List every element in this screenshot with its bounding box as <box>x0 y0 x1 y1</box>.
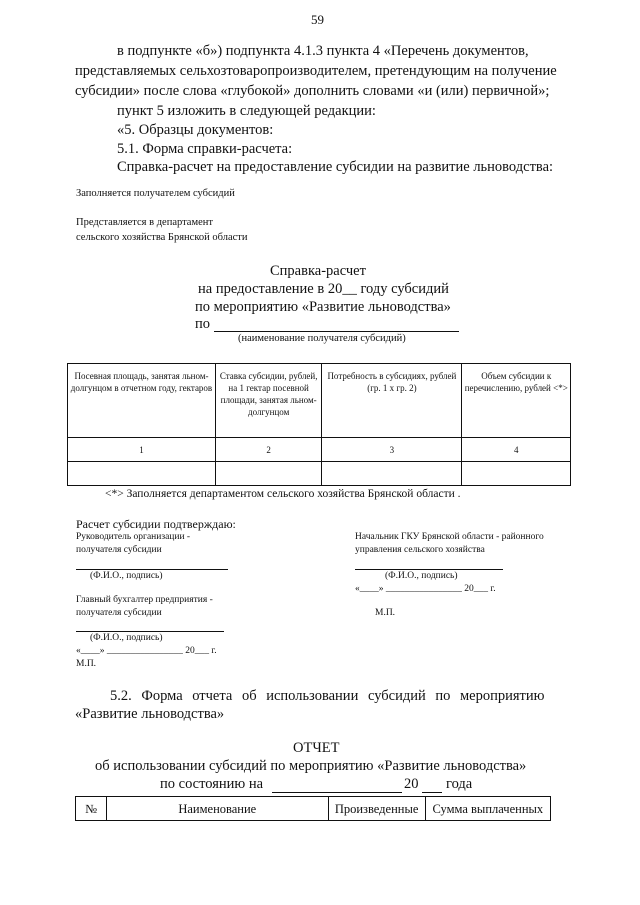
footnote: <*> Заполняется департаментом сельского хозяйства Брянской области . <box>105 488 461 500</box>
intro-line-3: субсидии» после слова «глубокой» дополнить словами «и (или) первичной»; <box>75 83 550 99</box>
table-header-rate: Ставка субсидии, рублей, на 1 гектар посевной площади, занятая льном-долгунцом <box>215 364 321 438</box>
submitted-to-note-1: Представляется в департамент <box>76 217 213 228</box>
report-title: ОТЧЕТ <box>293 740 340 756</box>
report-year-suffix: года <box>446 776 473 792</box>
left-head-2: получателя субсидии <box>76 545 162 555</box>
form-title: Справка-расчет <box>270 263 366 279</box>
subsidy-calc-table <box>67 363 571 486</box>
left-head-1: Руководитель организации - <box>76 532 191 542</box>
table-empty-cell <box>322 462 462 486</box>
intro-line-2: представляемых сельхозтоваропроизводителем, претендующим на получение <box>75 63 557 79</box>
recipient-blank-line <box>214 331 459 332</box>
filled-by-note: Заполняется получателем субсидий <box>76 188 235 199</box>
submitted-to-note-2: сельского хозяйства Брянской области <box>76 232 248 243</box>
table-col-number: 2 <box>215 438 321 462</box>
table-header-area: Посевная площадь, занятая льном-долгунцом в отчетном году, гектаров <box>68 364 216 438</box>
confirm-label: Расчет субсидии подтверждаю: <box>76 517 236 531</box>
intro-line-1: в подпункте «б») подпункта 4.1.3 пункта 4 «Перечень документов, <box>117 43 529 59</box>
report-header-number: № <box>76 797 107 821</box>
accountant-2: получателя субсидии <box>76 608 162 618</box>
signature-line <box>76 569 228 570</box>
date-line: «____» ________________ 20___ г. <box>355 584 496 594</box>
table-empty-cell <box>68 462 216 486</box>
recipient-caption: (наименование получателя субсидий) <box>238 333 406 344</box>
fio-sign-caption: (Ф.И.О., подпись) <box>385 571 458 581</box>
right-head-1: Начальник ГКУ Брянской области - районного <box>355 532 544 542</box>
accountant-1: Главный бухгалтер предприятия - <box>76 595 213 605</box>
section-52-line-2: «Развитие льноводства» <box>75 706 225 722</box>
form-subtitle-prefix: по <box>195 316 211 332</box>
signature-line <box>76 631 224 632</box>
report-year-blank <box>422 792 442 793</box>
table-header-need: Потребность в субсидиях, рублей (гр. 1 х гр. 2) <box>322 364 462 438</box>
report-header-paid: Сумма выплаченных <box>425 797 550 821</box>
right-head-2: управления сельского хозяйства <box>355 545 485 555</box>
table-empty-cell <box>462 462 571 486</box>
date-line: «____» ________________ 20___ г. <box>76 646 217 656</box>
table-col-number: 1 <box>68 438 216 462</box>
page-number: 59 <box>311 12 324 27</box>
report-date-blank <box>272 792 402 793</box>
stamp-mark: М.П. <box>375 608 396 618</box>
form-subtitle-2: по мероприятию «Развитие льноводства» <box>195 299 451 315</box>
report-date-prefix: по состоянию на <box>160 776 264 792</box>
report-table <box>75 796 551 821</box>
report-header-name: Наименование <box>107 797 328 821</box>
stamp-mark: М.П. <box>76 659 97 669</box>
intro-line-5: «5. Образцы документов: <box>117 122 274 138</box>
signature-line <box>355 569 503 570</box>
table-col-number: 4 <box>462 438 571 462</box>
form-subtitle-1: на предоставление в 20__ году субсидий <box>198 281 449 297</box>
fio-sign-caption: (Ф.И.О., подпись) <box>90 571 163 581</box>
report-subtitle: об использовании субсидий по мероприятию «Развитие льноводства» <box>95 758 527 774</box>
report-year: 20 <box>404 776 419 792</box>
table-empty-cell <box>215 462 321 486</box>
table-header-volume: Объем субсидии к перечислению, рублей <*> <box>462 364 571 438</box>
intro-line-7: Справка-расчет на предоставление субсидии на развитие льноводства: <box>117 159 554 175</box>
table-col-number: 3 <box>322 438 462 462</box>
intro-line-4: пункт 5 изложить в следующей редакции: <box>117 103 376 119</box>
section-52-line-1: 5.2. Форма отчета об использовании субсидий по мероприятию <box>110 688 545 704</box>
fio-sign-caption: (Ф.И.О., подпись) <box>90 633 163 643</box>
intro-line-6: 5.1. Форма справки-расчета: <box>117 141 293 157</box>
report-header-produced: Произведенные <box>328 797 425 821</box>
